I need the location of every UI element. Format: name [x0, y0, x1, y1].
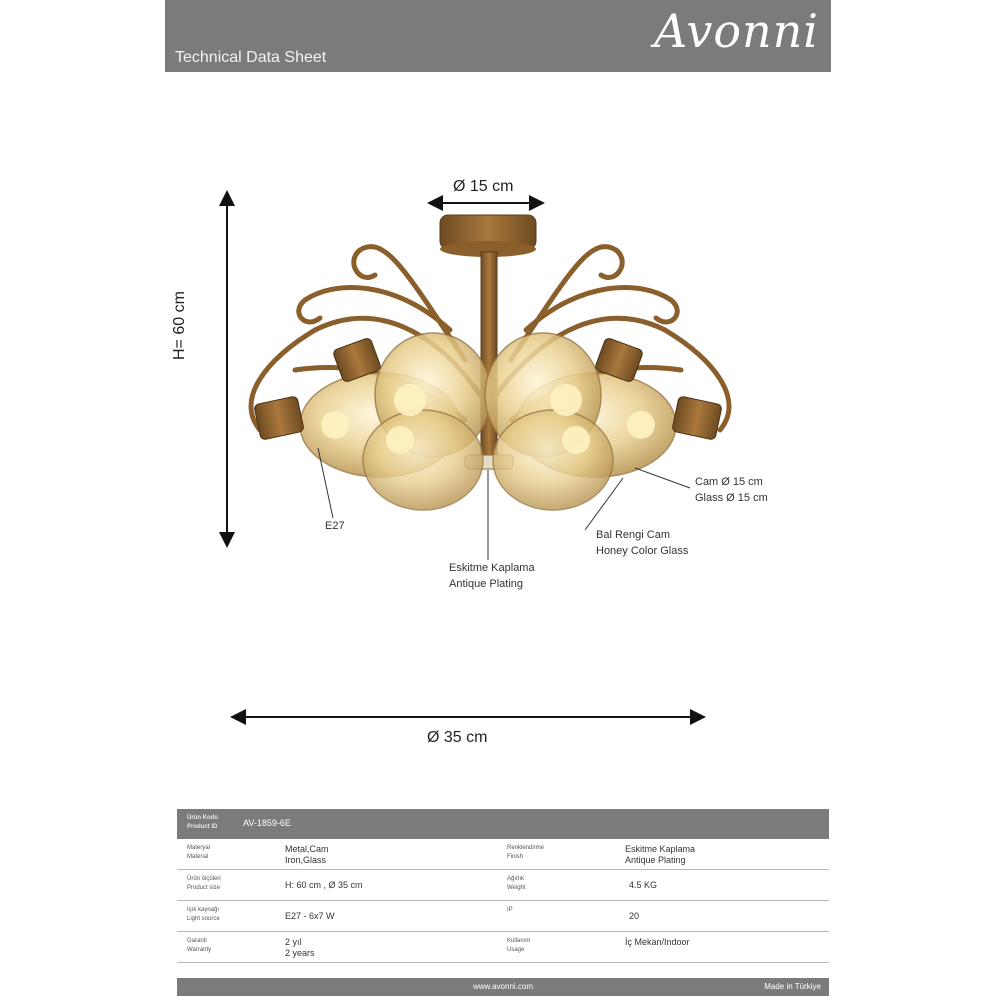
ip-label-text: IP [507, 907, 513, 913]
plating-annotation [449, 560, 535, 592]
material-value-tr: Metal,Cam [285, 844, 329, 854]
weight-value-text: 4.5 KG [629, 880, 658, 890]
brand-logo: Avonni [653, 4, 819, 58]
table-row [177, 901, 829, 932]
product-id-row [177, 809, 829, 839]
usage-value [625, 937, 690, 948]
product-id-label [187, 814, 218, 832]
usage-label [507, 937, 530, 955]
finish-label [507, 844, 544, 862]
sheet-title: Technical Data Sheet [175, 49, 327, 66]
finish-label-tr: Renklendirme [507, 845, 545, 851]
glass-color-en: Honey Color Glass [596, 545, 689, 557]
product-size-label-tr: Ürün ölçüleri [187, 876, 221, 882]
light-source-label-tr: Işık kaynağı [187, 907, 220, 913]
finish-value-en: Antique Plating [625, 855, 686, 865]
weight-value [629, 880, 657, 891]
light-source-value-text: E27 - 6x7 W [285, 911, 335, 921]
usage-label-tr: Kullanım [507, 938, 531, 944]
ip-label [507, 906, 513, 915]
ip-value [629, 911, 639, 922]
website-link[interactable]: www.avonni.com [472, 982, 534, 991]
glass-size-en: Glass Ø 15 cm [695, 492, 768, 504]
height-label: H= 60 cm [171, 291, 188, 360]
warranty-value-en: 2 years [285, 948, 315, 958]
product-id-label-en: Product ID [187, 824, 218, 830]
warranty-label-en: Warranty [187, 947, 212, 953]
table-row [177, 870, 829, 901]
warranty-value [285, 937, 315, 959]
data-sheet [165, 0, 831, 1000]
plating-tr: Eskitme Kaplama [449, 562, 535, 574]
glass-size-tr: Cam Ø 15 cm [695, 476, 763, 488]
light-source-label [187, 906, 220, 924]
canopy [440, 215, 536, 257]
material-label-en: Material [187, 854, 209, 860]
product-size-label-en: Product size [187, 885, 221, 891]
warranty-label [187, 937, 211, 955]
light-source-label-en: Light source [187, 916, 220, 922]
finish-label-en: Finish [507, 854, 524, 860]
warranty-value-tr: 2 yıl [285, 937, 302, 947]
usage-value-text: İç Mekan/Indoor [625, 937, 690, 947]
weight-label-en: Weight [507, 885, 526, 891]
finish-value [625, 844, 695, 866]
glass-size-annotation [695, 474, 768, 506]
made-in-label: Made in Türkiye [764, 982, 821, 991]
table-row [177, 839, 829, 870]
glass-color-tr: Bal Rengi Cam [596, 529, 670, 541]
material-value [285, 844, 329, 866]
product-size-value-text: H: 60 cm , Ø 35 cm [285, 880, 363, 890]
top-diameter-label: Ø 15 cm [453, 178, 514, 195]
light-source-value [285, 911, 335, 922]
product-size-value [285, 880, 363, 891]
width-diameter-label: Ø 35 cm [427, 729, 488, 746]
footer-bar [177, 978, 829, 996]
glass-color-annotation [596, 527, 688, 559]
table-row [177, 932, 829, 963]
ip-value-text: 20 [629, 911, 640, 921]
material-value-en: Iron,Glass [285, 855, 327, 865]
material-label-tr: Materyal [187, 845, 211, 851]
product-id-label-tr: Ürün Kodu [187, 815, 218, 821]
weight-label-tr: Ağırlık [507, 876, 525, 882]
finish-value-tr: Eskitme Kaplama [625, 844, 696, 854]
usage-label-en: Usage [507, 947, 525, 953]
product-size-label [187, 875, 221, 893]
product-drawing [165, 0, 831, 800]
spec-table [177, 809, 829, 963]
weight-label [507, 875, 526, 893]
socket-annotation: E27 [325, 520, 345, 532]
warranty-label-tr: Garanti [187, 938, 207, 944]
product-id-value: AV-1859-6E [243, 818, 291, 828]
plating-en: Antique Plating [449, 578, 523, 590]
material-label [187, 844, 210, 862]
